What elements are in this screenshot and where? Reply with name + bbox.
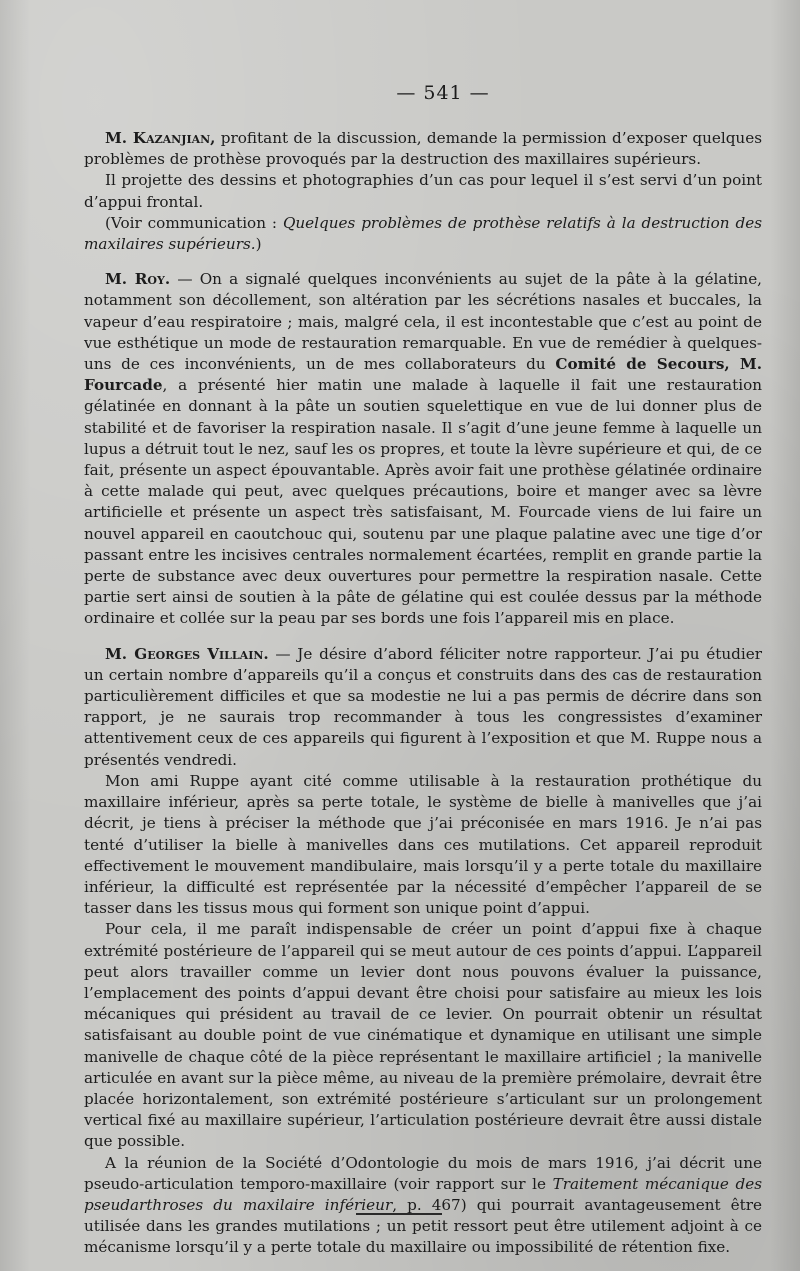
paragraph-text: — On a signalé quelques inconvénients au sujet de la pâte à la gélatine, notamment son décollement, son altération par les sécrétions nasales et buccales, la vapeur d’eau respiratoire ; mais, malgré cela, il est incontestable que c’est au point de vue esthétique un mode de restauration remarquable. En vue de remédier à quelques-uns de ces inconvénients, un de mes collaborateurs du (84, 270, 763, 374)
paragraph-text: ) (255, 235, 262, 254)
paragraph-text: A la réunion de la Société d’Odontologie du mois de mars 1916, j’ai décrit une pseudo-articulation temporo-maxillaire (voir rapport sur le (84, 1153, 762, 1193)
communication-title: Quelques problèmes de prothèse relatifs à la destruction des maxilaires supérieurs. (84, 213, 762, 254)
speaker-name: M. Roy. (105, 270, 171, 289)
bold-phrase: Comité de Secours, M. Fourcade (84, 355, 762, 395)
paragraph-communication-reference (84, 213, 762, 255)
paragraph-text: Mon ami Ruppe ayant cité comme utilisable à la restauration prothétique du maxillaire inférieur, après sa perte totale, le système de bielle à manivelles que j’ai décrit, je tiens à préciser la méthode que j’ai préconisée en mars 1916. Je n’ai pas tenté d’utiliser la bielle à manivelles dans ces mutilations. Cet appareil reproduit effectivement le mouvement mandibulaire, mais lorsqu’il y a perte totale du maxillaire inférieur, la difficulté est représentée par la nécessité d’empêcher l’appareil de se tasser dans les tissus mous qui forment son unique point d’appui. (84, 771, 762, 918)
speaker-name: M. Georges Villain. (105, 644, 269, 663)
paragraph-point-appui (84, 919, 762, 1152)
paragraph-text: , p. 467) qui pourrait avantageusement être utilisée dans les grandes mutilations ; un petit ressort peut être utilement adjoint à ce mécanisme lorsqu’il y a perte totale du maxillaire ou impossibilité de rétention fixe. (84, 1195, 762, 1257)
paragraph-text: profitant de la discussion, demande la permission d’exposer quelques problèmes de prothèse provoqués par la destruction des maxillaires supérieurs. (84, 129, 762, 169)
footnote-separator-rule (356, 1213, 442, 1215)
report-title: Traitement mécanique des pseudarthroses du maxilaire inférieur (84, 1174, 762, 1214)
paragraph-projection (84, 170, 762, 212)
paragraph-text: Il projette des dessins et photographies d’un cas pour lequel il s’est servi d’un point d’appui frontal. (84, 171, 762, 211)
page-number: — 541 — (396, 82, 490, 104)
paragraph-roy (84, 269, 762, 629)
paragraph-ruppe (84, 771, 762, 919)
paragraph-kazanjian (84, 128, 762, 170)
paragraph-text: (Voir communication : (105, 213, 283, 232)
paragraph-text: Pour cela, il me paraît indispensable de créer un point d’appui fixe à chaque extrémité postérieure de l’appareil qui se meut autour de ces points d’appui. L’appareil peut alors travailler comme un levier dont nous pouvons évaluer la puissance, l’emplacement des points d’appui devant être choisi pour satisfaire au mieux les lois mécaniques qui président au travail de ce levier. On pourrait obtenir un résultat satisfaisant au double point de vue cinématique et dynamique en utilisant une simple manivelle de chaque côté de la pièce représentant le maxillaire artificiel ; la manivelle articulée en avant sur la pièce même, au niveau de la première prémolaire, devrait être placée horizontalement, son extrémité postérieure s’articulant sur un prolongement vertical fixé au maxillaire supérieur, l’articulation postérieure devrait être aussi distale que possible. (84, 920, 762, 1151)
paragraph-text: — Je désire d’abord féliciter notre rapporteur. J’ai pu étudier un certain nombre d’appareils qu’il a conçus et construits dans des cas de restauration particulièrement difficiles et que sa modestie ne lui a pas permis de décrire dans son rapport, je ne saurais trop recommander à tous les congressistes d’examiner attentivement ceux de ces appareils qui figurent à l’exposition et que M. Ruppe nous a présentés vendredi. (84, 644, 762, 769)
paragraph-villain (84, 644, 762, 771)
paragraph-odontologie (84, 1153, 762, 1259)
paragraph-text: , a présenté hier matin une malade à laquelle il fait une restauration gélatinée en donnant à la pâte un soutien squelettique en vue de lui donner plus de stabilité et de favoriser la respiration nasale. Il s’agit d’une jeune femme à laquelle un lupus a détruit tout le nez, sauf les os propres, et toute la lèvre supérieure et qui, de ce fait, présente un aspect épouvantable. Après avoir fait une prothèse gélatinée ordinaire à cette malade qui peut, avec quelques précautions, boire et manger avec sa lèvre artificielle et présente un aspect très satisfaisant, M. Fourcade viens de lui faire un nouvel appareil en caoutchouc qui, soutenu par une plaque palatine avec une tige d’or passant entre les incisives centrales normalement écartées, remplit en grande partie la perte de substance avec deux ouvertures pour permettre la respiration nasale. Cette partie sert ainsi de soutien à la pâte de gélatine qui est coulée dessus par la méthode ordinaire et collée sur la peau par ses bords une fois l’appareil mis en place. (84, 376, 762, 628)
speaker-name: M. Kazanjian, (105, 129, 216, 147)
